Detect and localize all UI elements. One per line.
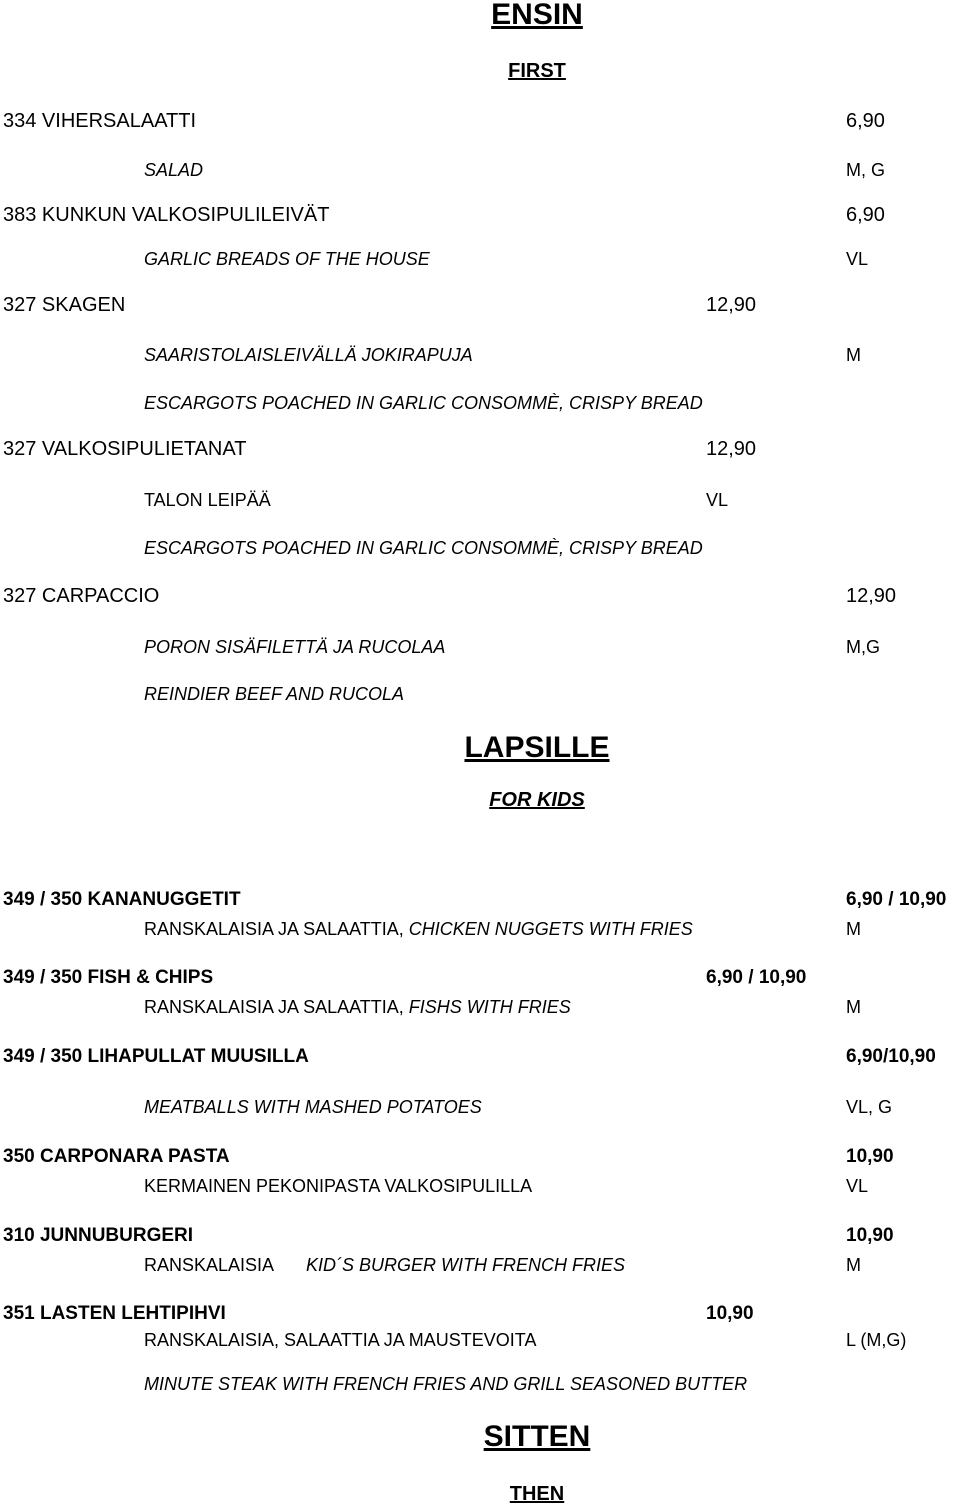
section-subtitle-mains: THEN: [509, 1483, 565, 1505]
kids-item-price: 10,90: [706, 1303, 754, 1324]
starter-price: 12,90: [846, 585, 897, 607]
kids-item-description: RANSKALAISIA JA SALAATTIA, CHICKEN NUGGETS WITH FRIES: [144, 919, 693, 939]
section-subtitle-starters: FIRST: [508, 60, 566, 82]
kids-item-price: 10,90: [846, 1225, 894, 1246]
kids-item-description-en: KID´S BURGER WITH FRENCH FRIES: [306, 1255, 626, 1275]
starter-description: PORON SISÄFILETTÄ JA RUCOLAA: [144, 637, 446, 657]
diet-tag: M: [846, 345, 861, 365]
kids-item-name: 351 LASTEN LEHTIPIHVI: [3, 1303, 226, 1324]
starter-description: TALON LEIPÄÄ: [144, 490, 271, 510]
section-title-kids: LAPSILLE: [464, 731, 610, 764]
kids-item-description-fi: RANSKALAISIA, SALAATTIA JA MAUSTEVOITA: [144, 1330, 537, 1350]
kids-item-name: 349 / 350 LIHAPULLAT MUUSILLA: [3, 1046, 309, 1067]
diet-tag: M: [846, 919, 861, 939]
starter-description: GARLIC BREADS OF THE HOUSE: [144, 249, 430, 269]
kids-item-description: RANSKALAISIA JA SALAATTIA, FISHS WITH FRIES: [144, 997, 571, 1017]
kids-item-description: KERMAINEN PEKONIPASTA VALKOSIPULILLA: [144, 1176, 533, 1196]
kids-item-price: 6,90 / 10,90: [846, 889, 947, 910]
diet-tag: VL: [846, 1176, 869, 1196]
kids-item-description: MEATBALLS WITH MASHED POTATOES: [144, 1097, 482, 1117]
kids-item-name: 349 / 350 FISH & CHIPS: [3, 967, 214, 988]
starter-price: 12,90: [706, 438, 757, 460]
starter-name: 327 SKAGEN: [3, 294, 126, 316]
starter-name: 334 VIHERSALAATTI: [3, 110, 197, 132]
starter-description: SALAD: [144, 160, 204, 180]
kids-item-price: 10,90: [846, 1146, 894, 1167]
diet-tag: M,G: [846, 637, 880, 657]
starter-description-en: ESCARGOTS POACHED IN GARLIC CONSOMMÈ, CRISPY BREAD: [144, 393, 703, 413]
starter-description: SAARISTOLAISLEIVÄLLÄ JOKIRAPUJA: [144, 345, 473, 365]
section-title-starters: ENSIN: [491, 0, 583, 31]
kids-item-name: 310 JUNNUBURGERI: [3, 1225, 194, 1246]
diet-tag: VL, G: [846, 1097, 893, 1117]
starter-price: 6,90: [846, 110, 885, 132]
section-title-mains: SITTEN: [483, 1420, 591, 1453]
starter-name: 327 CARPACCIO: [3, 585, 160, 607]
diet-tag: M: [846, 1255, 861, 1275]
starter-description-en: REINDIER BEEF AND RUCOLA: [144, 684, 405, 704]
kids-item-description-fi: RANSKALAISIA: [144, 1255, 275, 1275]
starter-description-en: ESCARGOTS POACHED IN GARLIC CONSOMMÈ, CRISPY BREAD: [144, 538, 703, 558]
diet-tag: VL: [846, 249, 869, 269]
section-subtitle-kids: FOR KIDS: [489, 789, 585, 811]
starter-price: 6,90: [846, 204, 885, 226]
kids-item-description-en: MINUTE STEAK WITH FRENCH FRIES AND GRILL SEASONED BUTTER: [144, 1374, 748, 1394]
kids-item-name: 349 / 350 KANANUGGETIT: [3, 889, 241, 910]
starter-name: 327 VALKOSIPULIETANAT: [3, 438, 247, 460]
diet-tag: VL: [706, 490, 729, 510]
kids-item-price: 6,90 / 10,90: [706, 967, 807, 988]
starter-price: 12,90: [706, 294, 757, 316]
kids-item-name: 350 CARPONARA PASTA: [3, 1146, 230, 1167]
starter-name: 383 KUNKUN VALKOSIPULILEIVÄT: [3, 204, 330, 226]
kids-item-price: 6,90/10,90: [846, 1046, 936, 1067]
diet-tag: M: [846, 997, 861, 1017]
diet-tag: M, G: [846, 160, 885, 180]
diet-tag: L (M,G): [846, 1330, 907, 1350]
